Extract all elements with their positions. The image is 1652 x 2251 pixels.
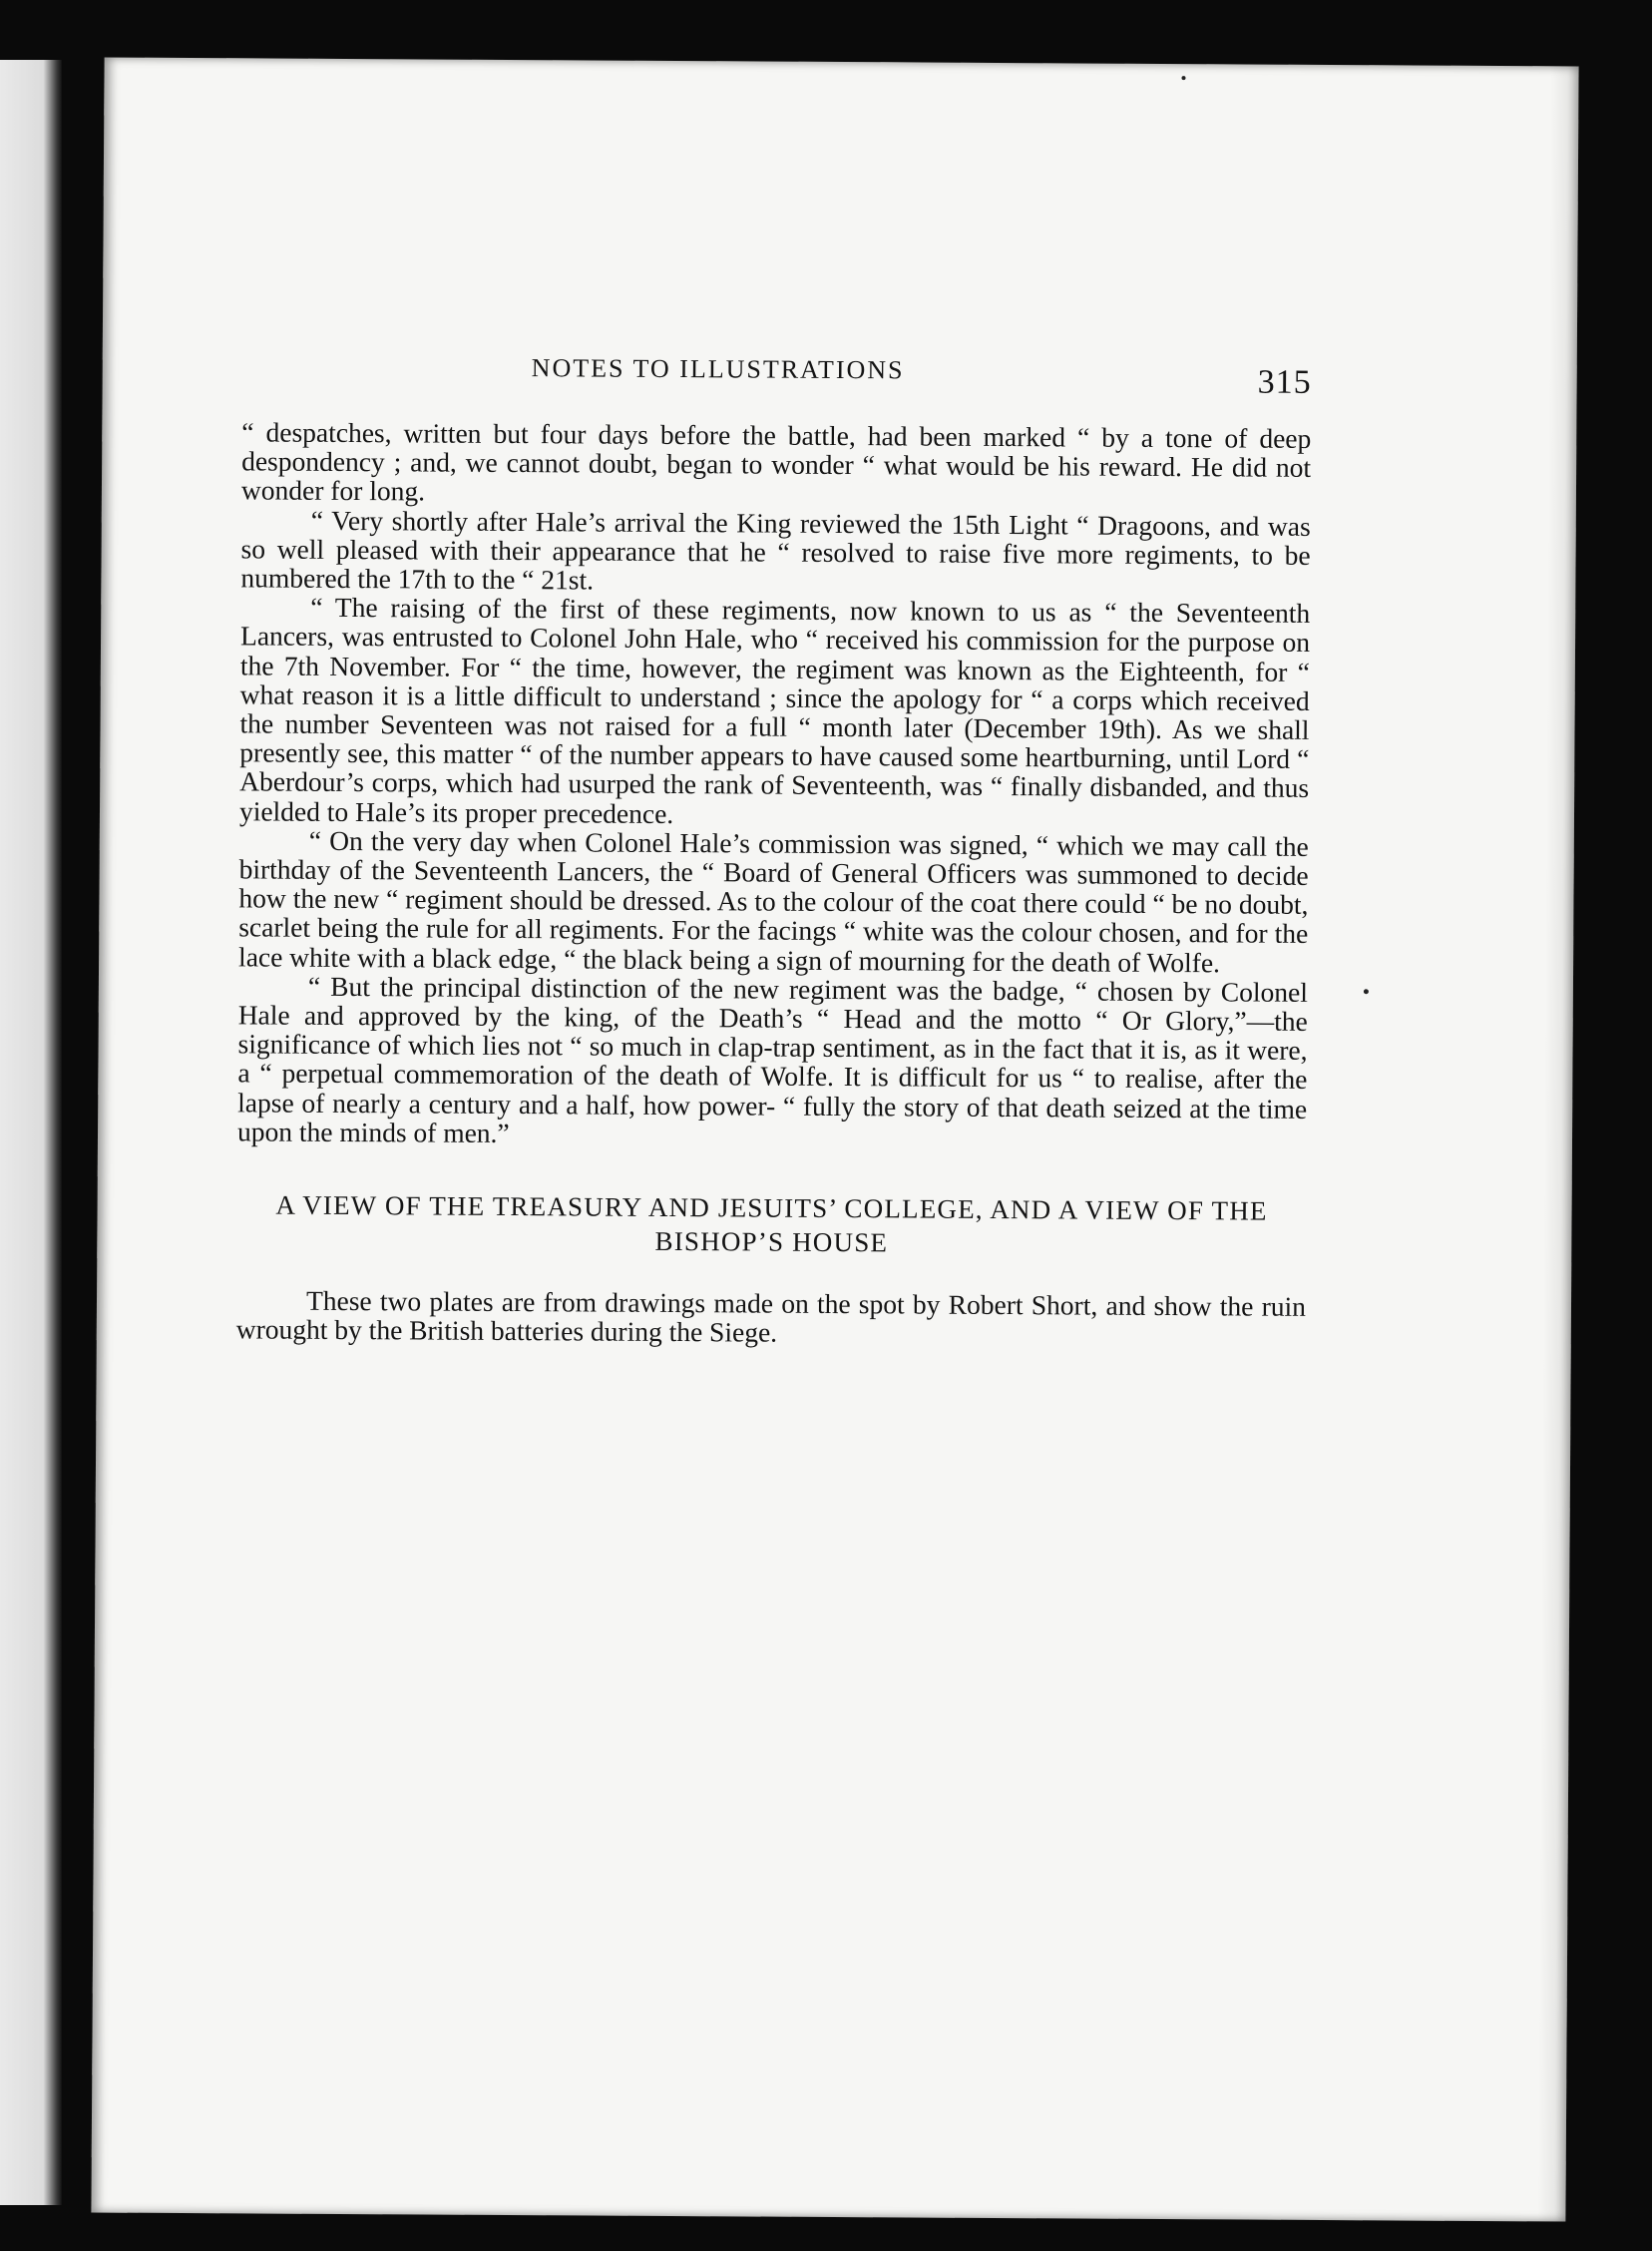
page-number: 315 <box>1257 363 1312 401</box>
facing-page-edge <box>0 60 62 2205</box>
running-head <box>241 347 1311 424</box>
section-heading: A VIEW OF THE TREASURY AND JESUITS’ COLLEGE, AND A VIEW OF THE BISHOP’S HOUSE <box>275 1189 1268 1258</box>
body-paragraph-4: “ On the very day when Colonel Hale’s commission was signed, “ which we may call the birthday of the Seventeenth Lancers, the “ Board of General Officers was summoned to decide how the new “ regiment should be dressed. As to the colour of the coat there could “ be no doubt, scarlet being the rule for all regiments. For the facings “ white was the colour chosen, and for the lace white with a black edge, “ the black being a sign of mourning for the death of Wolfe. <box>238 824 1309 979</box>
scan-speck <box>1181 76 1185 80</box>
body-paragraph-1: “ despatches, written but four days before the battle, had been marked “ by a tone of deep despondency ; and, we cannot doubt, began to wonder “ what would be his reward. He did not wonder for long. <box>240 416 1312 507</box>
book-page <box>91 58 1578 2222</box>
section-paragraph: These two plates are from drawings made on the spot by Robert Short, and show the ruin wrought by the British batteries during the Siege. <box>235 1284 1307 1348</box>
running-title: NOTES TO ILLUSTRATIONS <box>531 353 905 385</box>
body-paragraph-3: “ The raising of the first of these regiments, now known to us as “ the Seventeenth Lancers, was entrusted to Colonel John Hale, who “ received his commission for the purpose on the 7th November. For “ the time, however, the regiment was known as the Eighteenth, for “ what reason it is a little difficult to understand ; since the apology for “ a corps which received the number Seventeen was not raised for a full “ month later (December 19th). As we shall presently see, this matter “ of the number appears to have caused some heartburning, until Lord “ Aberdour’s corps, which had usurped the rank of Seventeenth, was “ finally disbanded, and thus yielded to Hale’s its proper precedence. <box>238 591 1311 829</box>
page-text-block <box>236 347 1312 1350</box>
body-paragraph-2: “ Very shortly after Hale’s arrival the King reviewed the 15th Light “ Dragoons, and was so well pleased with their appearance that he “ resolved to raise five more regiments, to be numbered the 17th to the “ 21st. <box>240 504 1311 596</box>
scan-speck <box>1364 989 1369 994</box>
body-paragraph-5: “ But the principal distinction of the new regiment was the badge, “ chosen by Colonel Hale and approved by the king, of the Death’s “ Head and the motto “ Or Glory,”—the significance of which lies not “ so much in clap-trap sentiment, as in the fact that it is, as it were, a “ perpetual commemoration of the death of Wolfe. It is difficult for us “ to realise, after the lapse of nearly a century and a half, how power- “ fully the story of that death seized at the time upon the minds of men.” <box>236 970 1309 1148</box>
